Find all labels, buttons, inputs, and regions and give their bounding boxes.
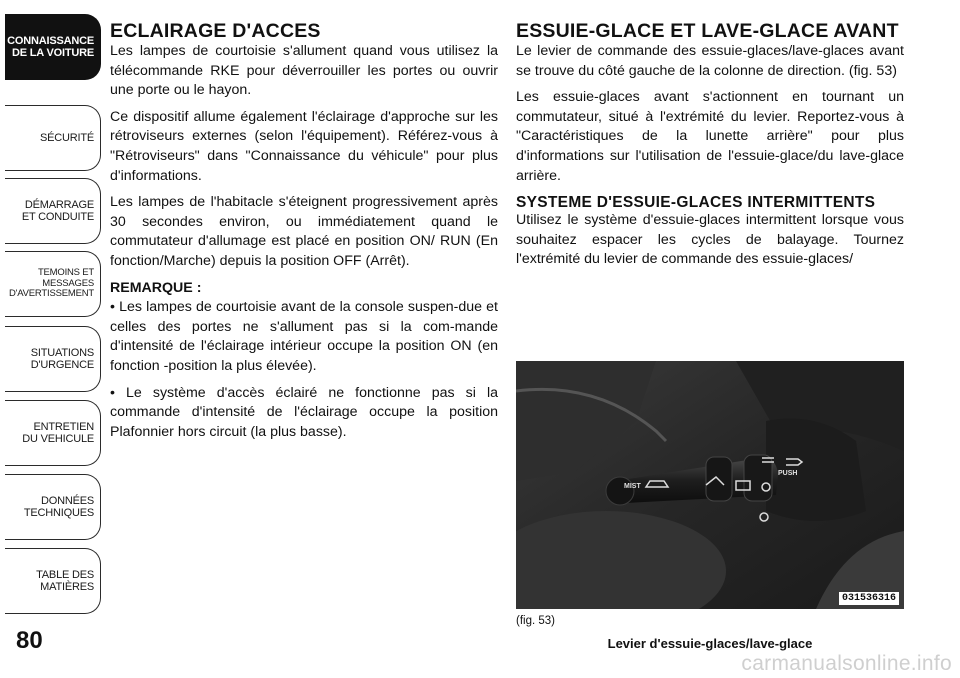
figure-reference: (fig. 53) xyxy=(516,615,555,627)
watermark: carmanualsonline.info xyxy=(741,652,952,675)
paragraph: Utilisez le système d'essuie-glaces intermittent lorsque vous souhaitez espacer les cycles de balayage. Tournez l'extrémité du levier de commande des essuie-glaces/ xyxy=(516,212,904,268)
tab-donnees-techniques[interactable]: DONNÉES TECHNIQUES xyxy=(5,474,101,540)
left-column xyxy=(110,20,498,449)
paragraph: Les lampes de courtoisie s'allument quand vous utilisez la télécommande RKE pour déverrouiller les portes ou ouvrir une porte ou le hayon. xyxy=(110,43,498,99)
tab-situations-urgence[interactable]: SITUATIONS D'URGENCE xyxy=(5,326,101,392)
wiper-lever-illustration xyxy=(516,361,904,609)
section-title-essuie-glace: ESSUIE-GLACE ET LAVE-GLACE AVANT xyxy=(516,20,899,42)
remark-item: • Le système d'accès éclairé ne fonctionne pas si la commande d'intensité de l'éclairage occupe la position Plafonnier hors circuit (la plus basse). xyxy=(110,384,498,440)
section-title-eclairage: ECLAIRAGE D'ACCES xyxy=(110,20,321,42)
push-label: PUSH xyxy=(778,470,798,477)
remark-title: REMARQUE : xyxy=(110,279,202,296)
tab-connaissance-voiture[interactable]: CONNAISSANCE DE LA VOITURE xyxy=(5,14,101,80)
tab-temoins-messages[interactable]: TEMOINS ET MESSAGES D'AVERTISSEMENT xyxy=(5,251,101,317)
figure-code: 031536316 xyxy=(839,592,899,605)
paragraph: Les lampes de l'habitacle s'éteignent progressivement après 30 secondes environ, ou immédiatement quand le commutateur d'allumage est placé en position ON/ RUN (En fonction/Marche) depuis la position OFF (Arrêt). xyxy=(110,194,498,269)
right-column xyxy=(516,20,904,277)
wiper-lever-photo xyxy=(516,361,904,609)
remark-item: • Les lampes de courtoisie avant de la console suspen-due et celles des portes ne s'allument pas si la com-mande d'intensité de l'éclairage intérieur occupe la position ON (en fonction -position la plus élevée). xyxy=(110,299,498,374)
paragraph: Ce dispositif allume également l'éclairage d'approche sur les rétroviseurs externes (selon l'équipement). Référez-vous à "Rétroviseurs" dans "Connaissance du véhicule" pour plus d'informations. xyxy=(110,108,498,184)
figure-caption: Levier d'essuie-glaces/lave-glace xyxy=(607,636,813,651)
tab-demarrage-conduite[interactable]: DÉMARRAGE ET CONDUITE xyxy=(5,178,101,244)
mist-label: MIST xyxy=(624,483,641,490)
tab-securite[interactable]: SÉCURITÉ xyxy=(5,105,101,171)
paragraph: Les essuie-glaces avant s'actionnent en tournant un commutateur, situé à l'extrémité du levier. Reportez-vous à "Caractéristiques de la lunette arrière" pour plus d'informations sur l'utilisation de l'essuie-glace/du lave-glace arrière. xyxy=(516,89,904,184)
paragraph: Le levier de commande des essuie-glaces/lave-glaces avant se trouve du côté gauche de la colonne de direction. (fig. 53) xyxy=(516,43,904,79)
tab-table-matieres[interactable]: TABLE DES MATIÈRES xyxy=(5,548,101,614)
page-number: 80 xyxy=(16,627,43,654)
chapter-sidebar xyxy=(0,0,108,678)
subsection-title: SYSTEME D'ESSUIE-GLACES INTERMITTENTS xyxy=(516,194,876,212)
tab-entretien-vehicule[interactable]: ENTRETIEN DU VEHICULE xyxy=(5,400,101,466)
